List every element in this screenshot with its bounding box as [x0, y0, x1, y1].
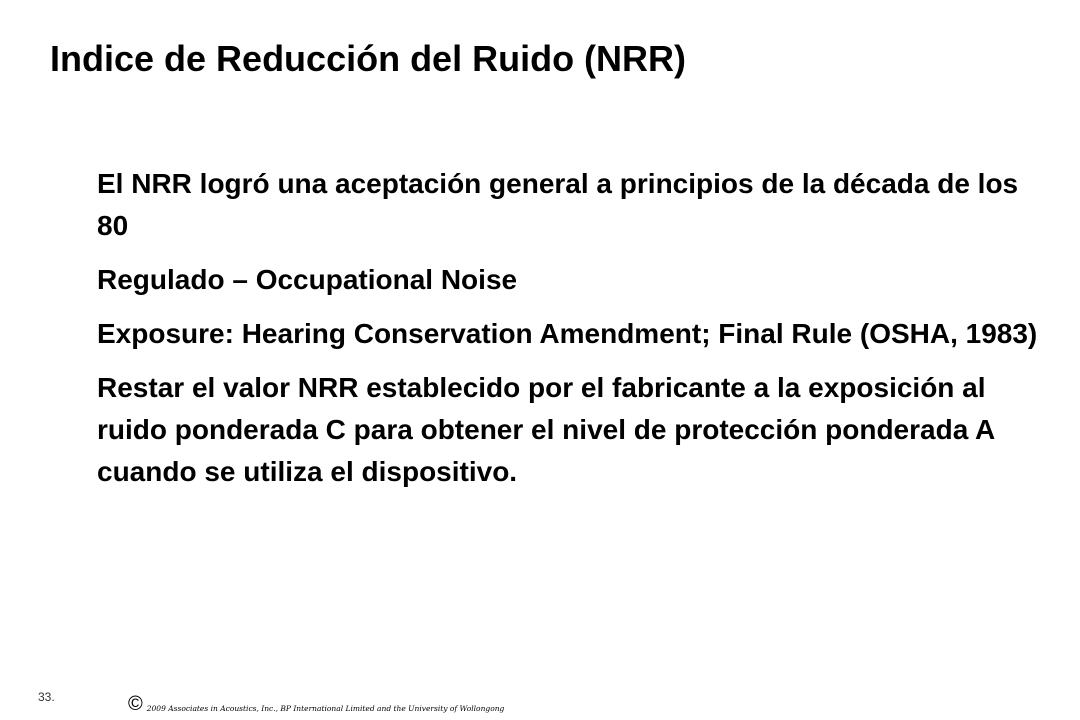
bullet-list [97, 163, 1057, 505]
bullet-item: El NRR logró una aceptación general a principios de la década de los 80 [97, 168, 1019, 241]
bullet-item: Restar el valor NRR establecido por el fabricante a la exposición al ruido ponderada C para obtener el nivel de protección ponderada A cuando se utiliza el dispositivo. [97, 372, 995, 487]
slide-number: 33. [38, 690, 55, 704]
bullet-item: Regulado – Occupational Noise [97, 264, 518, 295]
copyright-icon: © [128, 693, 143, 715]
copyright-notice [128, 694, 504, 714]
slide-title: Indice de Reducción del Ruido (NRR) [50, 38, 687, 79]
copyright-text: 2009 Associates in Acoustics, Inc., BP International Limited and the University of Wollongong [146, 704, 505, 713]
bullet-item: Exposure: Hearing Conservation Amendment; Final Rule (OSHA, 1983) [97, 318, 1038, 349]
